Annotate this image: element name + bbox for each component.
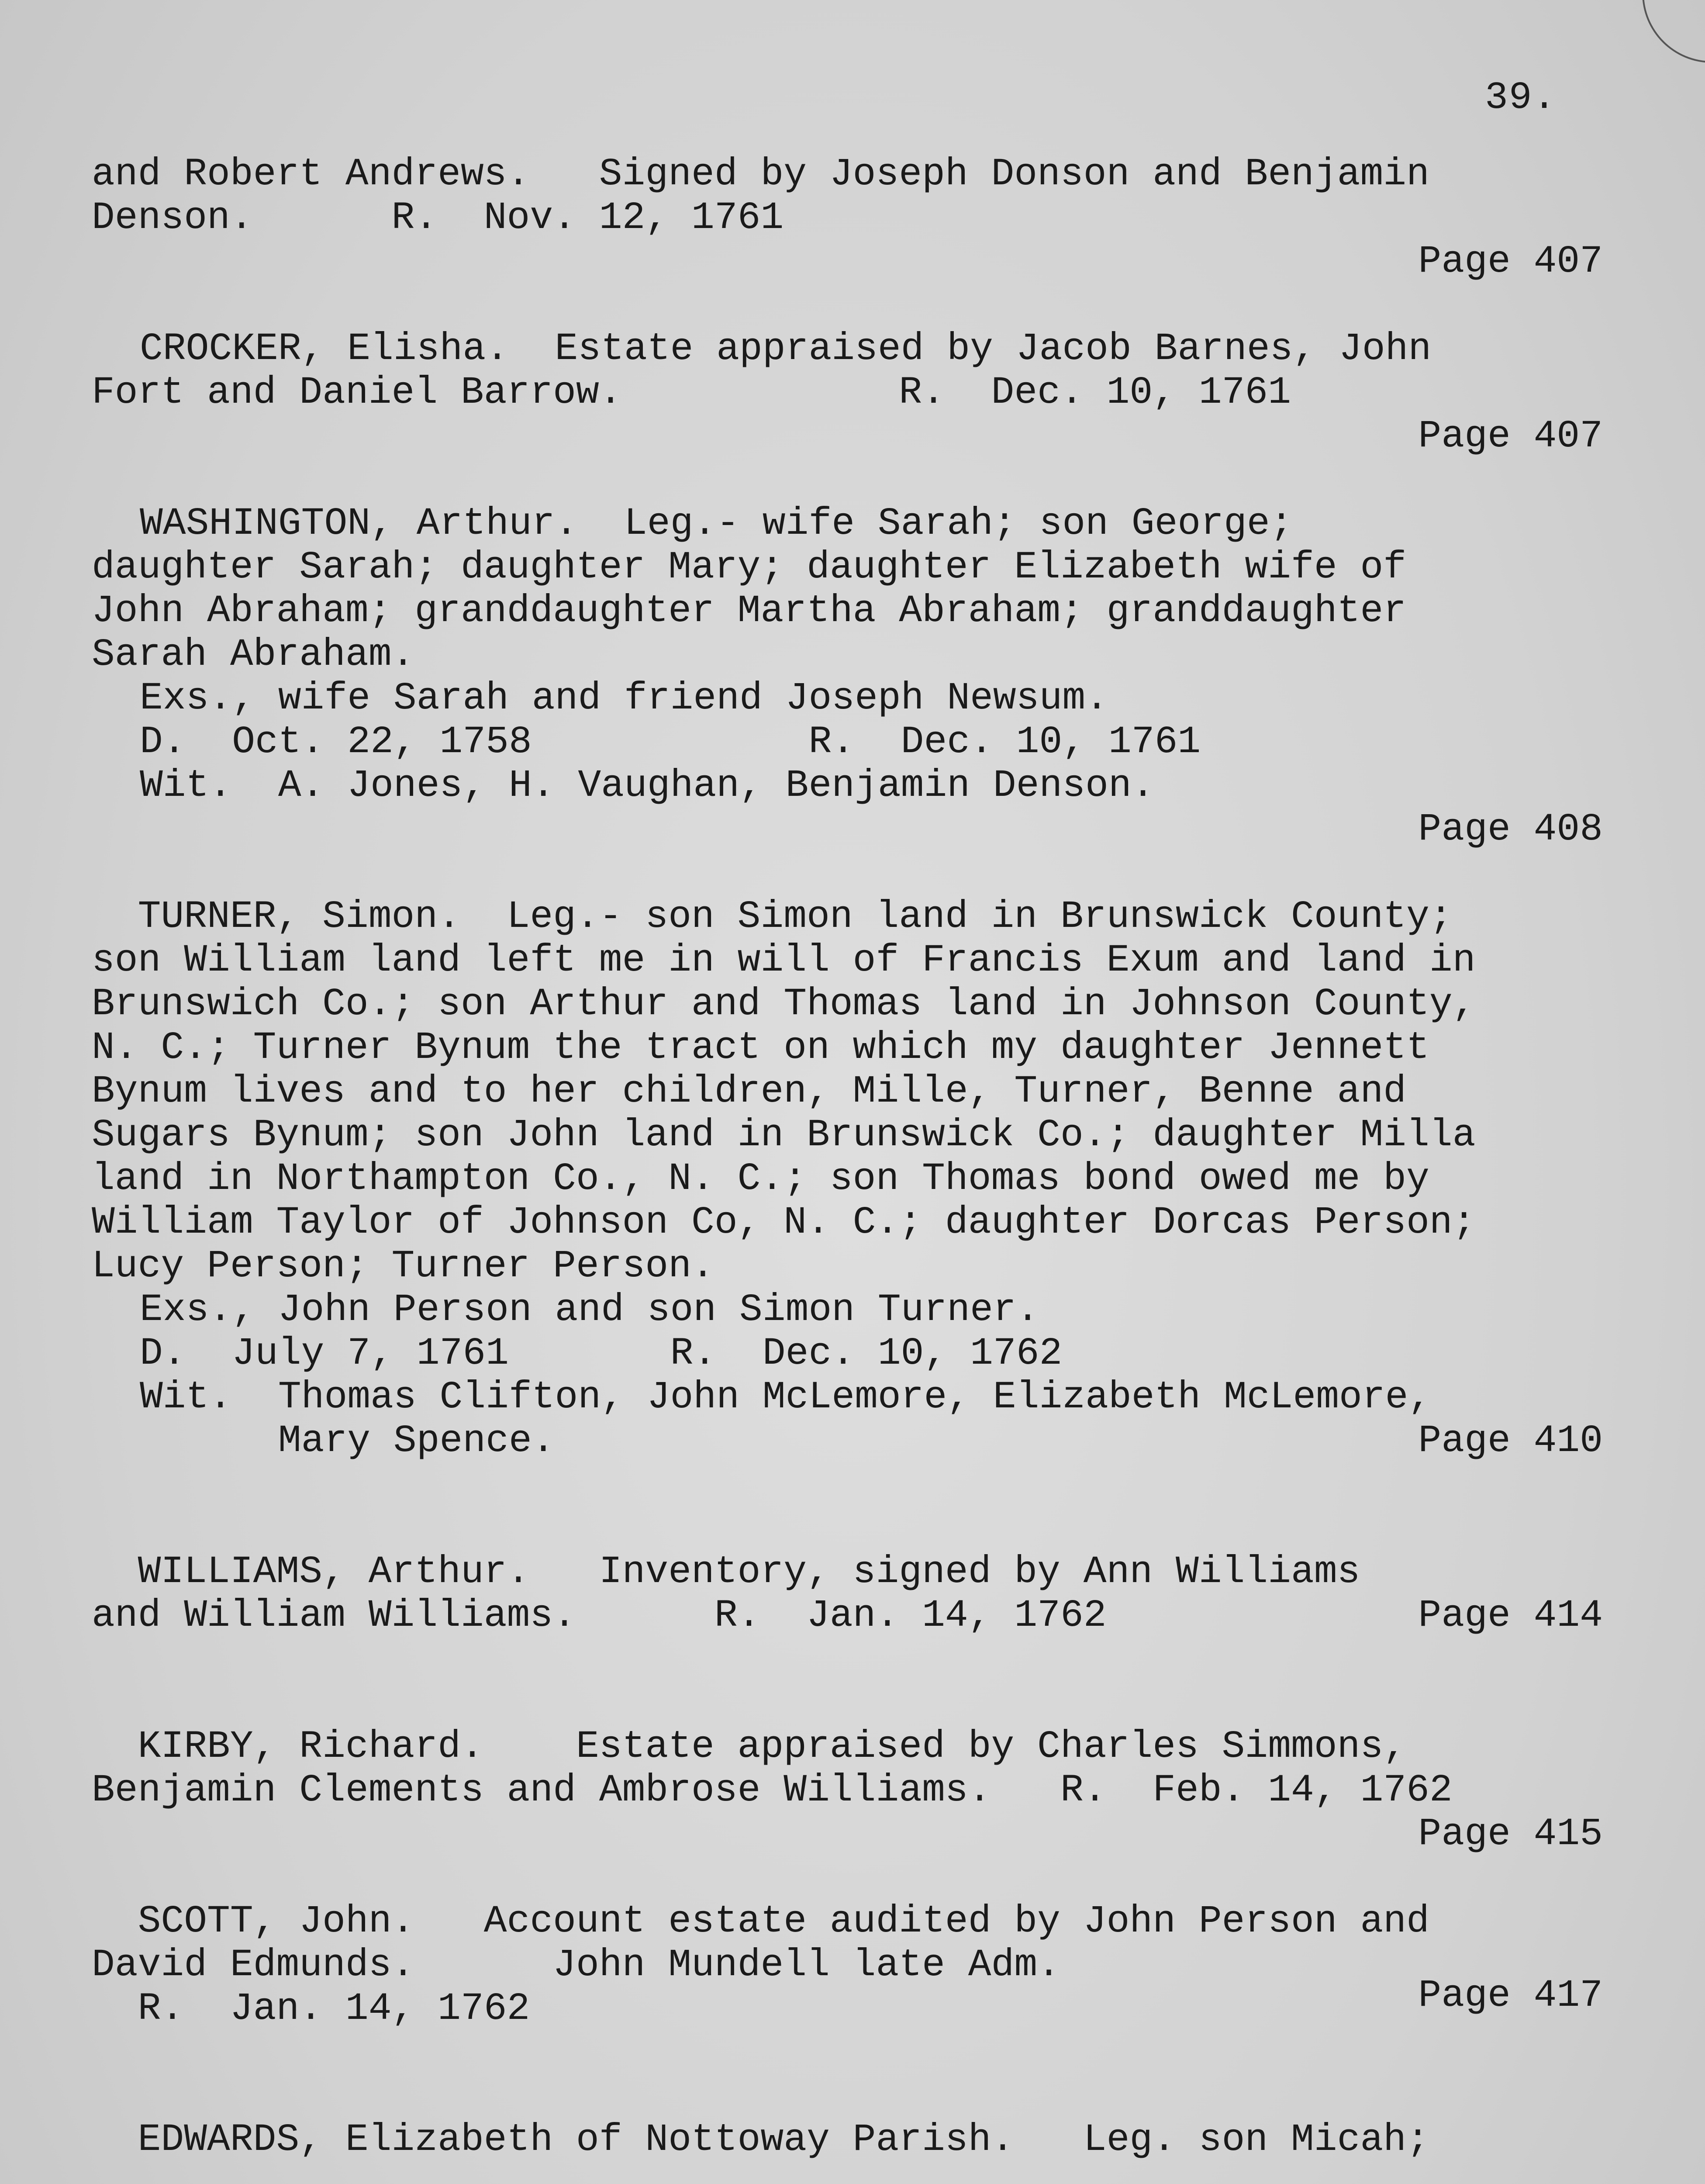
witness-continuation-row xyxy=(92,1420,1638,1463)
entry-andrews-continuation xyxy=(92,153,1638,284)
entry-edwards xyxy=(92,2118,1638,2162)
entry-line: KIRBY, Richard. Estate appraised by Charles Simmons, xyxy=(92,1725,1407,1769)
entry-line: EDWARDS, Elizabeth of Nottoway Parish. Leg. son Micah; xyxy=(92,2118,1429,2162)
witnesses-line: Mary Spence. xyxy=(140,1420,555,1463)
entry-line: WASHINGTON, Arthur. Leg.- wife Sarah; son George; xyxy=(140,502,1293,546)
scott-last-row xyxy=(92,1974,1638,2031)
entry-turner xyxy=(92,895,1638,1463)
entry-line: SCOTT, John. Account estate audited by John Person and xyxy=(92,1900,1429,1943)
entry-line: Brunswich Co.; son Arthur and Thomas land in Johnson County, xyxy=(92,983,1476,1026)
entry-line: William Taylor of Johnson Co, N. C.; daughter Dorcas Person; xyxy=(92,1201,1476,1244)
entry-line: John Abraham; granddaughter Martha Abraham; granddaughter xyxy=(92,590,1407,633)
entry-scott xyxy=(92,1900,1638,2031)
executors-line: Exs., John Person and son Simon Turner. xyxy=(140,1289,1039,1332)
entry-washington xyxy=(92,502,1638,852)
page-reference: Page 414 xyxy=(1418,1594,1603,1638)
page-reference: Page 407 xyxy=(1418,240,1603,283)
entry-line: Sarah Abraham. xyxy=(92,633,415,677)
entry-line: son William land left me in will of Francis Exum and land in xyxy=(92,939,1476,982)
page-number: 39. xyxy=(1485,76,1557,120)
entry-line: CROCKER, Elisha. Estate appraised by Jacob Barnes, John xyxy=(140,328,1432,371)
entry-line: N. C.; Turner Bynum the tract on which my daughter Jennett xyxy=(92,1026,1429,1070)
page-reference: Page 407 xyxy=(1418,415,1603,458)
entry-line: land in Northampton Co., N. C.; son Thomas bond owed me by xyxy=(92,1158,1429,1201)
entry-line: Fort and Daniel Barrow. R. Dec. 10, 1761 xyxy=(92,371,1291,415)
page-reference: Page 417 xyxy=(1418,1974,1603,2018)
dates-line: D. July 7, 1761 R. Dec. 10, 1762 xyxy=(140,1332,1063,1375)
page-reference: Page 415 xyxy=(1418,1813,1603,1856)
page-corner-curl xyxy=(1642,0,1705,63)
entry-line: and William Williams. R. Jan. 14, 1762 xyxy=(92,1594,1107,1638)
entry-line: David Edmunds. John Mundell late Adm. xyxy=(92,1944,1060,1987)
entry-line: and Robert Andrews. Signed by Joseph Donson and Benjamin xyxy=(92,153,1429,196)
entry-line: TURNER, Simon. Leg.- son Simon land in Brunswick County; xyxy=(92,895,1453,939)
entry-line: Denson. R. Nov. 12, 1761 xyxy=(92,197,784,240)
entry-line: R. Jan. 14, 1762 xyxy=(92,1987,530,2031)
document-body xyxy=(92,153,1638,2162)
entry-crocker xyxy=(92,328,1638,459)
page-reference: Page 408 xyxy=(1418,808,1603,851)
executors-line: Exs., wife Sarah and friend Joseph Newsum. xyxy=(140,677,1108,720)
entry-line: Benjamin Clements and Ambrose Williams. R. Feb. 14, 1762 xyxy=(92,1769,1453,1812)
entry-line: Lucy Person; Turner Person. xyxy=(92,1245,714,1288)
witnesses-line: Wit. Thomas Clifton, John McLemore, Elizabeth McLemore, xyxy=(140,1376,1432,1419)
entry-line: Bynum lives and to her children, Mille, Turner, Benne and xyxy=(92,1070,1407,1113)
page-reference: Page 410 xyxy=(1418,1420,1603,1463)
witnesses-line: Wit. A. Jones, H. Vaughan, Benjamin Denson. xyxy=(140,764,1155,808)
entry-line: WILLIAMS, Arthur. Inventory, signed by Ann Williams xyxy=(92,1551,1360,1594)
dates-line: D. Oct. 22, 1758 R. Dec. 10, 1761 xyxy=(140,721,1201,764)
entry-line: Sugars Bynum; son John land in Brunswick Co.; daughter Milla xyxy=(92,1114,1476,1157)
entry-line: daughter Sarah; daughter Mary; daughter Elizabeth wife of xyxy=(92,546,1407,589)
entry-williams xyxy=(92,1551,1638,1638)
entry-kirby xyxy=(92,1725,1638,1856)
williams-last-row xyxy=(92,1594,1638,1638)
